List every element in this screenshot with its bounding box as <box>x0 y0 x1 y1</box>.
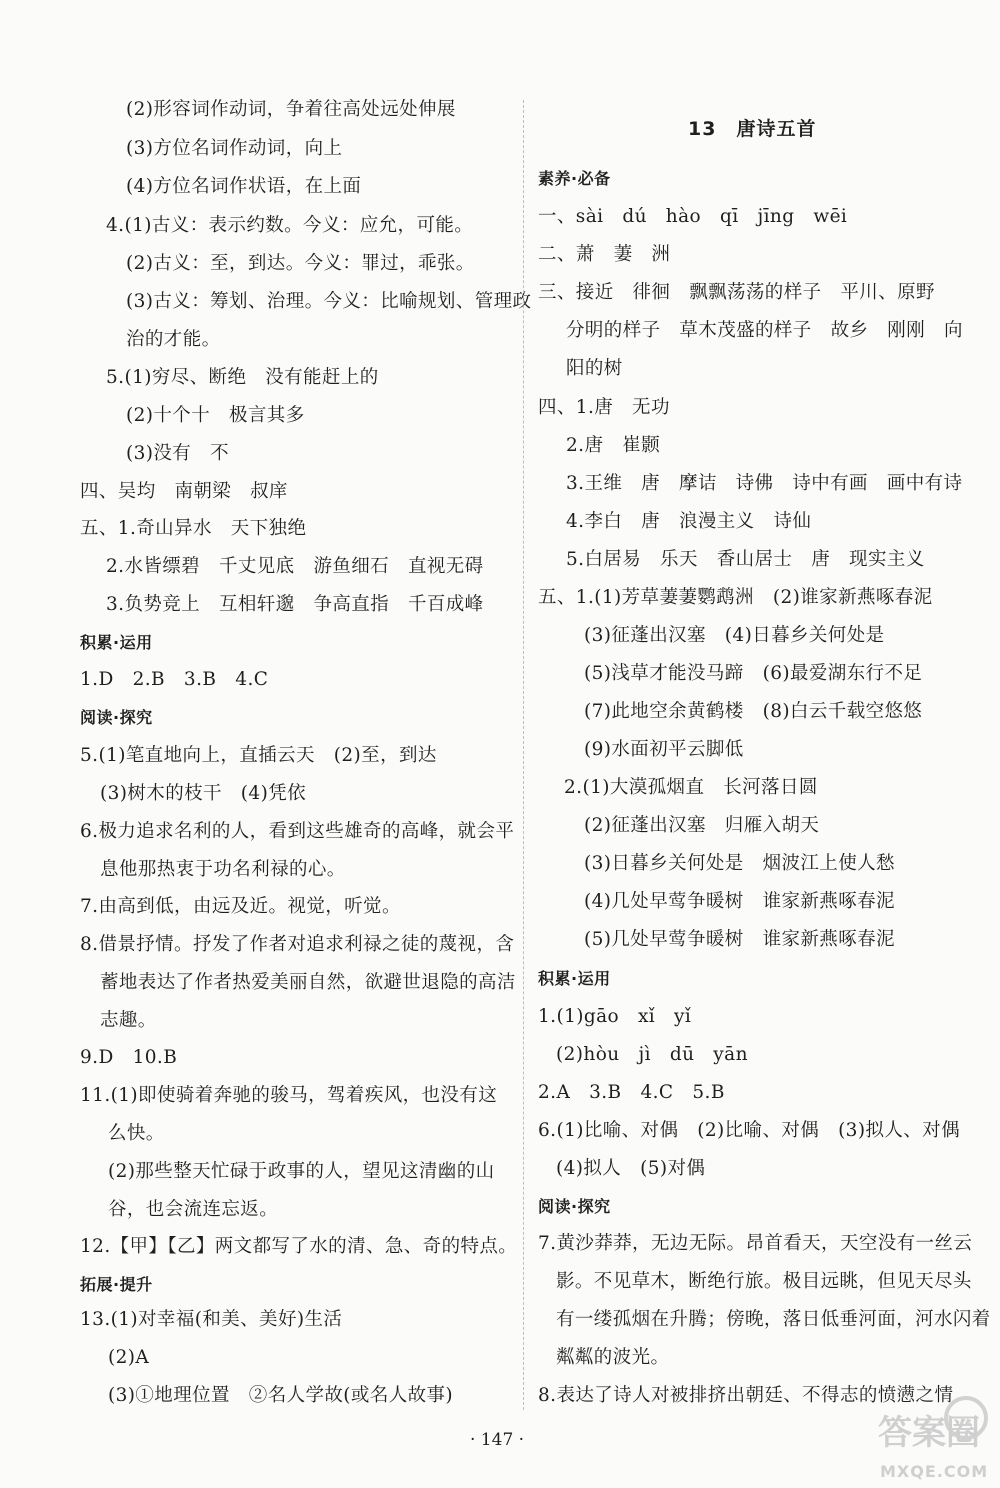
answer-line: 2.唐 崔颢 <box>566 435 661 456</box>
answer-line: 7.黄沙莽莽，无边无际。昂首看天，天空没有一丝云 <box>538 1233 973 1254</box>
answer-line: (5)浅草才能没马蹄 (6)最爱湖东行不足 <box>584 663 923 684</box>
answer-line: 7.由高到低，由远及近。视觉，听觉。 <box>80 896 401 917</box>
answer-line: 3.负势竞上 互相轩邈 争高直指 千百成峰 <box>106 594 484 615</box>
section-heading: 拓展·提升 <box>80 1275 153 1294</box>
answer-line: (2)古义：至，到达。今义：罪过，乖张。 <box>126 253 475 274</box>
answer-line: (2)十个十 极言其多 <box>126 405 305 426</box>
section-heading: 阅读·探究 <box>538 1197 611 1216</box>
answer-line: 四、吴均 南朝梁 叔庠 <box>80 481 288 502</box>
watermark-url: MXQE.COM <box>880 1462 989 1481</box>
section-heading: 积累·运用 <box>538 969 611 988</box>
answer-line: (2)hòu jì dū yān <box>556 1044 748 1065</box>
answer-line: 8.表达了诗人对被排挤出朝廷、不得志的愤懑之情 <box>538 1385 954 1406</box>
answer-line: (4)拟人 (5)对偶 <box>556 1158 706 1179</box>
answer-line: 志趣。 <box>100 1010 157 1031</box>
answer-line: (3)日暮乡关何处是 烟波江上使人愁 <box>584 853 895 874</box>
answer-line: 1.D 2.B 3.B 4.C <box>80 669 269 690</box>
answer-line: (4)几处早莺争暖树 谁家新燕啄春泥 <box>584 891 895 912</box>
answer-line: (2)那些整天忙碌于政事的人，望见这清幽的山 <box>108 1161 495 1182</box>
answer-line: 2.(1)大漠孤烟直 长河落日圆 <box>564 777 818 798</box>
section-heading: 积累·运用 <box>80 633 153 652</box>
answer-line: (5)几处早莺争暖树 谁家新燕啄春泥 <box>584 929 895 950</box>
answer-line: 粼粼的波光。 <box>556 1347 670 1368</box>
answer-line: 13.(1)对幸福(和美、美好)生活 <box>80 1309 343 1330</box>
answer-line: 蓄地表达了作者热爱美丽自然，欲避世退隐的高洁 <box>100 972 516 993</box>
column-divider <box>523 100 524 1410</box>
answer-line: 五、1.奇山异水 天下独绝 <box>80 518 307 539</box>
answer-line: 6.(1)比喻、对偶 (2)比喻、对偶 (3)拟人、对偶 <box>538 1120 960 1141</box>
answer-line: 5.白居易 乐天 香山居士 唐 现实主义 <box>566 549 925 570</box>
answer-line: (3)树木的枝干 (4)凭依 <box>100 783 307 804</box>
answer-line: 二、萧 萋 洲 <box>538 244 671 265</box>
answer-line: 9.D 10.B <box>80 1047 178 1068</box>
answer-line: 四、1.唐 无功 <box>538 397 670 418</box>
answer-line: 1.(1)gāo xǐ yǐ <box>538 1006 692 1027</box>
answer-line: 息他那热衷于功名利禄的心。 <box>100 859 346 880</box>
answer-line: (7)此地空余黄鹤楼 (8)白云千载空悠悠 <box>584 701 923 722</box>
answer-line: (2)形容词作动词，争着往高处远处伸展 <box>126 99 456 120</box>
watermark-text: 答案圈 <box>878 1413 980 1453</box>
answer-line: 有一缕孤烟在升腾；傍晚，落日低垂河面，河水闪着 <box>556 1309 991 1330</box>
answer-line: 4.(1)古义：表示约数。今义：应允，可能。 <box>106 215 474 236</box>
answer-line: 三、接近 徘徊 飘飘荡荡的样子 平川、原野 <box>538 282 935 303</box>
answer-line: 5.(1)笔直地向上，直插云天 (2)至，到达 <box>80 745 437 766</box>
section-heading: 阅读·探究 <box>80 708 153 727</box>
answer-line: (3)①地理位置 ②名人学故(或名人故事) <box>108 1385 454 1406</box>
answer-line: 2.A 3.B 4.C 5.B <box>538 1082 725 1103</box>
answer-line: 五、1.(1)芳草萋萋鹦鹉洲 (2)谁家新燕啄春泥 <box>538 587 933 608</box>
answer-line: (3)没有 不 <box>126 443 230 464</box>
answer-line: 3.王维 唐 摩诘 诗佛 诗中有画 画中有诗 <box>566 473 963 494</box>
answer-line: 治的才能。 <box>126 329 221 350</box>
answer-line: (4)方位名词作状语，在上面 <box>126 176 362 197</box>
answer-line: (2)A <box>108 1347 150 1368</box>
answer-line: 分明的样子 草木茂盛的样子 故乡 刚刚 向 <box>566 320 963 341</box>
answer-line: 一、sài dú hào qī jīng wēi <box>538 206 848 227</box>
answer-line: 5.(1)穷尽、断绝 没有能赶上的 <box>106 367 379 388</box>
answer-line: 谷，也会流连忘返。 <box>108 1199 279 1220</box>
lesson-title: 13 唐诗五首 <box>688 118 817 140</box>
section-heading: 素养·必备 <box>538 169 611 188</box>
answer-line: 4.李白 唐 浪漫主义 诗仙 <box>566 511 812 532</box>
answer-line: 么快。 <box>108 1123 165 1144</box>
page-number: · 147 · <box>470 1430 525 1450</box>
answer-line: 阳的树 <box>566 358 623 379</box>
answer-line: (3)征蓬出汉塞 (4)日暮乡关何处是 <box>584 625 885 646</box>
answer-line: (9)水面初平云脚低 <box>584 739 744 760</box>
answer-line: 2.水皆缥碧 千丈见底 游鱼细石 直视无碍 <box>106 556 484 577</box>
answer-line: 11.(1)即使骑着奔驰的骏马，驾着疾风，也没有这 <box>80 1085 498 1106</box>
answer-line: 12.【甲】【乙】两文都写了水的清、急、奇的特点。 <box>80 1236 518 1257</box>
answer-line: (2)征蓬出汉塞 归雁入胡天 <box>584 815 820 836</box>
answer-line: 影。不见草木，断绝行旅。极目远眺，但见天尽头 <box>556 1271 972 1292</box>
answer-line: 8.借景抒情。抒发了作者对追求利禄之徒的蔑视，含 <box>80 934 515 955</box>
answer-line: (3)方位名词作动词，向上 <box>126 138 343 159</box>
answer-line: 6.极力追求名利的人，看到这些雄奇的高峰，就会平 <box>80 821 515 842</box>
answer-line: (3)古义：筹划、治理。今义：比喻规划、管理政 <box>126 291 532 312</box>
